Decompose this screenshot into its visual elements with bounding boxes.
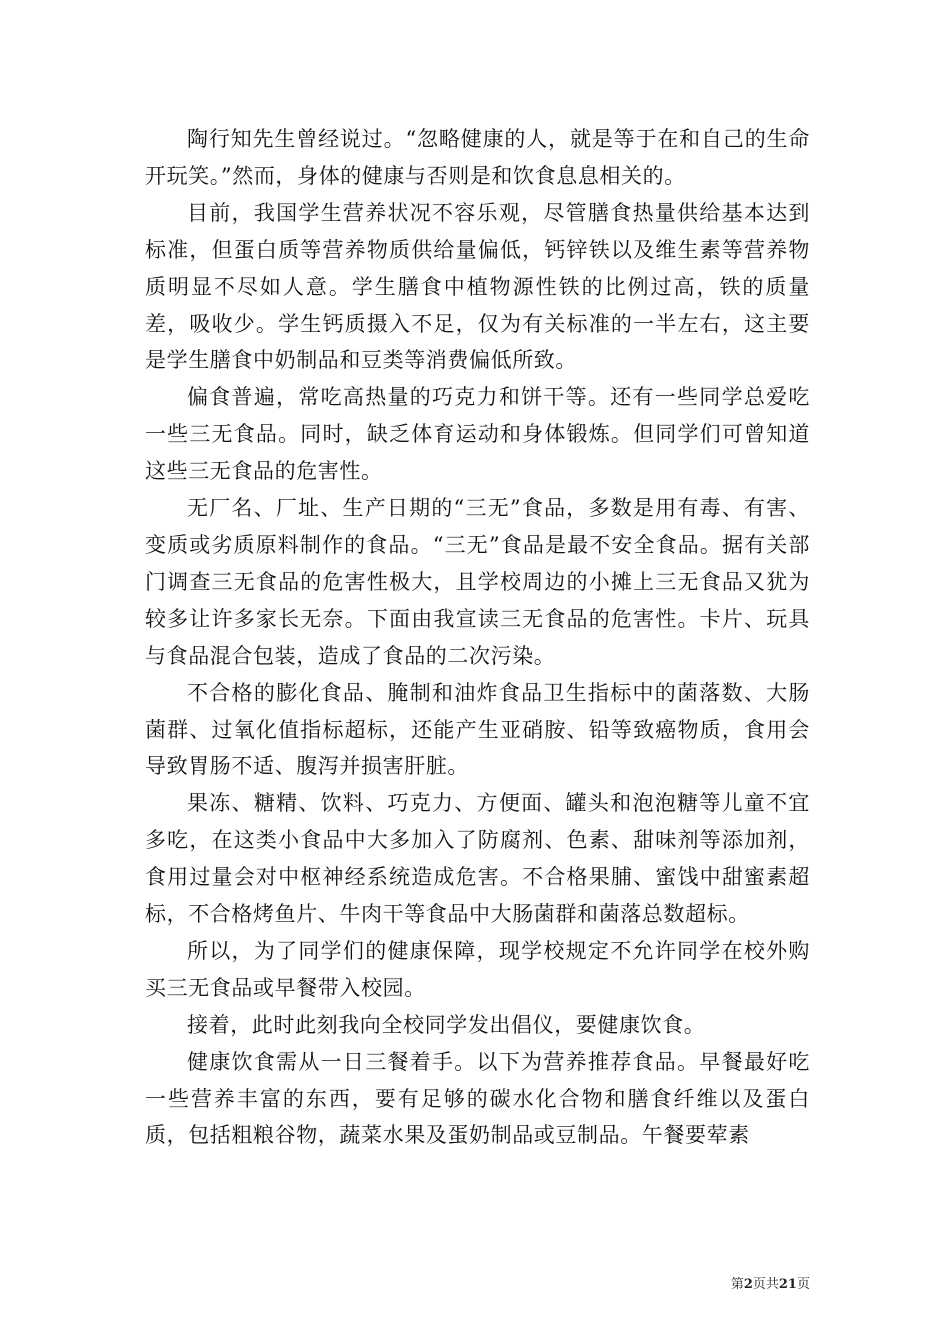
paragraph: 果冻、糖精、饮料、巧克力、方便面、罐头和泡泡糖等儿童不宜多吃，在这类小食品中大多加入了防腐剂、色素、甜味剂等添加剂，食用过量会对中枢神经系统造成危害。不合格果脯、蜜饯中甜蜜素超标，不合格烤鱼片、牛肉干等食品中大肠菌群和菌落总数超标。 bbox=[145, 791, 810, 927]
footer-suffix: 页 bbox=[796, 1277, 810, 1292]
page-footer bbox=[650, 1277, 810, 1293]
footer-middle: 页共 bbox=[752, 1277, 779, 1292]
footer-prefix: 第 bbox=[730, 1277, 744, 1292]
footer-total-pages: 21 bbox=[778, 1277, 797, 1292]
document-body bbox=[145, 121, 810, 1154]
footer-page-number: 2 bbox=[743, 1277, 753, 1292]
paragraph: 接着，此时此刻我向全校同学发出倡仪，要健康饮食。 bbox=[187, 1012, 706, 1037]
paragraph: 目前，我国学生营养状况不容乐观，尽管膳食热量供给基本达到标准，但蛋白质等营养物质供给量偏低，钙锌铁以及维生素等营养物质明显不尽如人意。学生膳食中植物源性铁的比例过高，铁的质量差，吸收少。学生钙质摄入不足，仅为有关标准的一半左右，这主要是学生膳食中奶制品和豆类等消费偏低所致。 bbox=[145, 200, 810, 373]
paragraph: 健康饮食需从一日三餐着手。以下为营养推荐食品。早餐最好吃一些营养丰富的东西，要有足够的碳水化合物和膳食纤维以及蛋白质，包括粗粮谷物，蔬菜水果及蛋奶制品或豆制品。午餐要荤素 bbox=[145, 1049, 810, 1148]
paragraph: 无厂名、厂址、生产日期的“三无”食品，多数是用有毒、有害、变质或劣质原料制作的食品。“三无”食品是最不安全食品。据有关部门调查三无食品的危害性极大，且学校周边的小摊上三无食品又犹为较多让许多家长无奈。下面由我宣读三无食品的危害性。卡片、玩具与食品混合包装，造成了食品的二次污染。 bbox=[145, 496, 810, 668]
paragraph: 偏食普遍，常吃高热量的巧克力和饼干等。还有一些同学总爱吃一些三无食品。同时，缺乏体育运动和身体锻炼。但同学们可曾知道这些三无食品的危害性。 bbox=[145, 385, 810, 484]
paragraph: 所以，为了同学们的健康保障，现学校规定不允许同学在校外购买三无食品或早餐带入校园。 bbox=[145, 938, 810, 1000]
paragraph: 陶行知先生曾经说过。“忽略健康的人，就是等于在和自己的生命开玩笑。”然而，身体的健康与否则是和饮食息息相关的。 bbox=[145, 127, 810, 188]
paragraph: 不合格的膨化食品、腌制和油炸食品卫生指标中的菌落数、大肠菌群、过氧化值指标超标，还能产生亚硝胺、铅等致癌物质，食用会导致胃肠不适、腹泻并损害肝脏。 bbox=[145, 680, 810, 779]
